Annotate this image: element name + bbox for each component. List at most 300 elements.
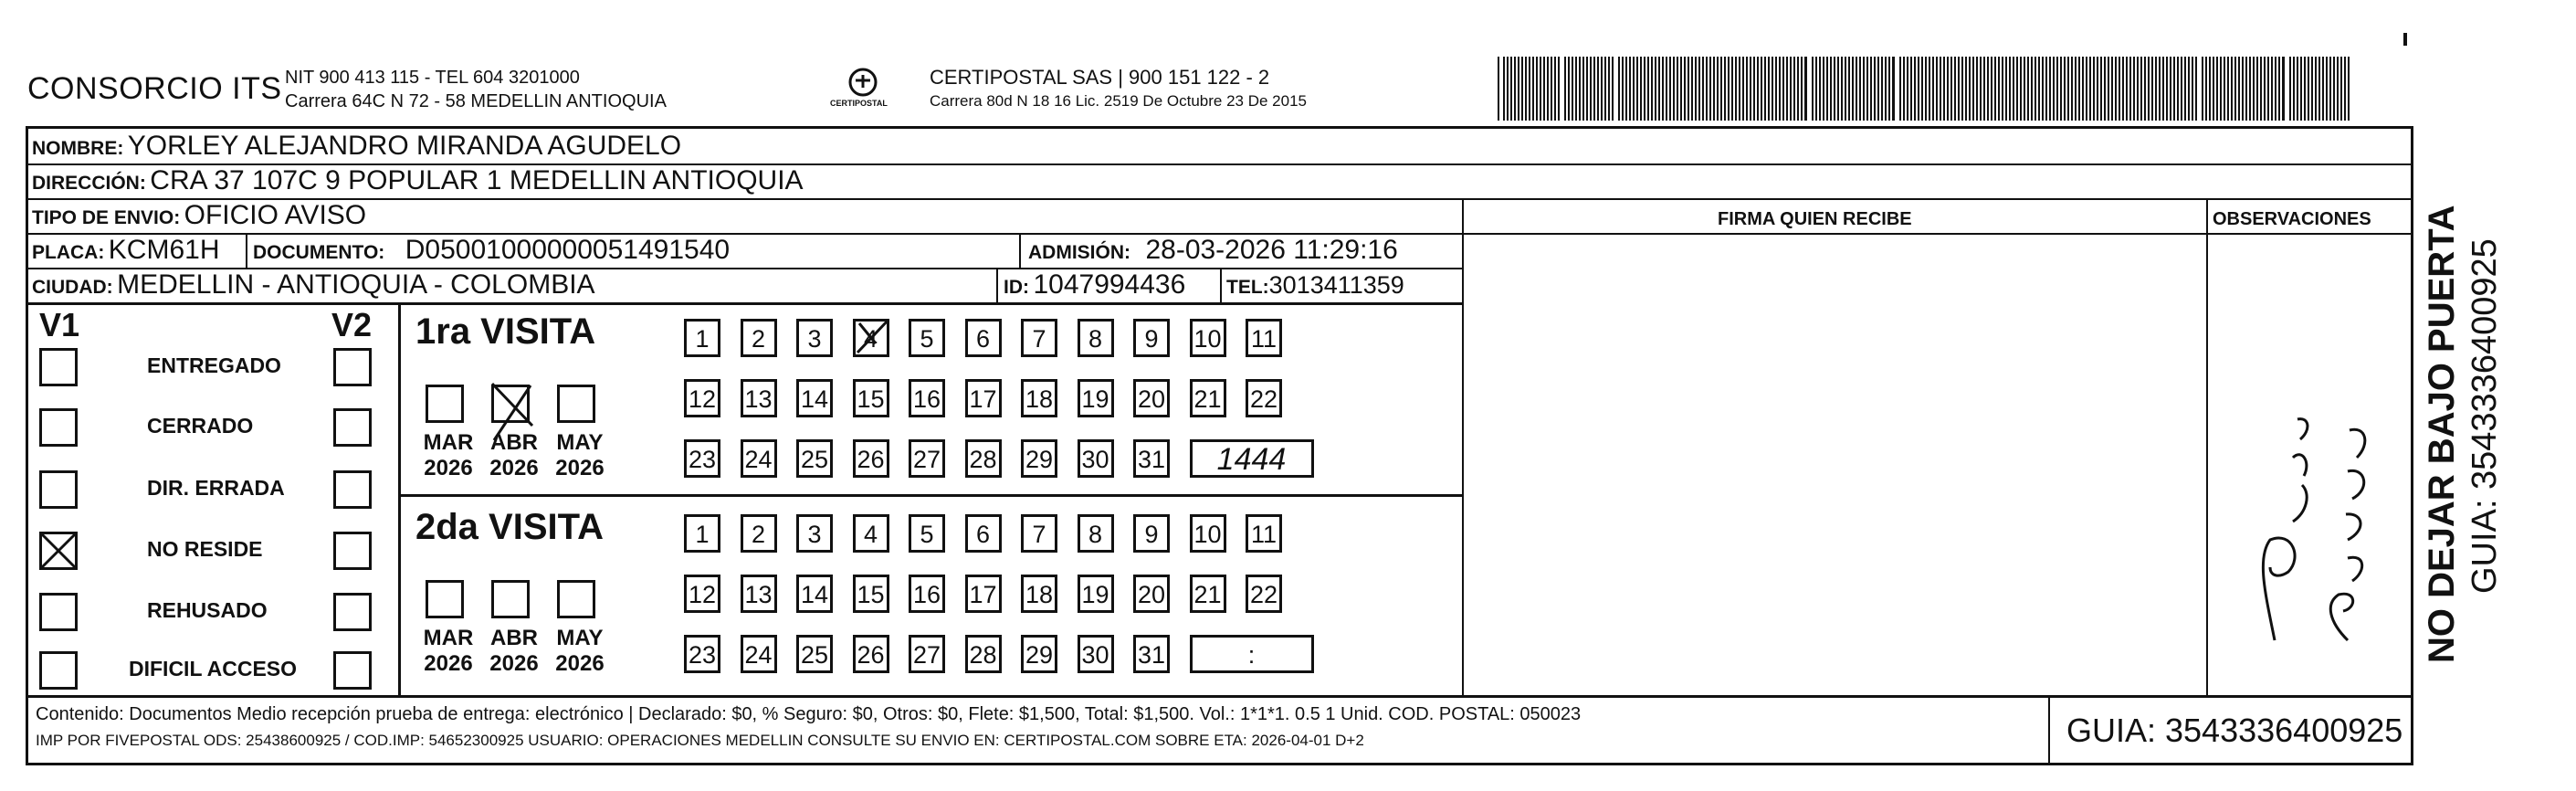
barcode-bar [1921, 57, 1923, 121]
day-box[interactable]: 3 [796, 319, 833, 357]
barcode-bar [2195, 57, 2197, 121]
day-box[interactable]: 25 [796, 635, 833, 673]
barcode-bar [1877, 57, 1879, 121]
direccion-label: DIRECCIÓN: [32, 173, 146, 194]
barcode-bar [1636, 57, 1638, 121]
day-box[interactable]: 11 [1246, 319, 1282, 357]
barcode-bar [2009, 57, 2011, 121]
day-box[interactable]: 29 [1021, 439, 1057, 478]
barcode-bar [1543, 57, 1545, 121]
placa-value: KCM61H [108, 235, 220, 265]
day-box[interactable]: 27 [909, 439, 945, 478]
day-box[interactable]: 7 [1021, 514, 1057, 553]
barcode-bar [1713, 57, 1715, 121]
barcode [1498, 57, 2356, 121]
barcode-bar [1633, 57, 1635, 121]
barcode-bar [1786, 57, 1788, 121]
barcode-bar [1540, 57, 1541, 121]
placa-label: PLACA: [32, 242, 105, 263]
barcode-bar [2060, 57, 2062, 121]
barcode-bar [2260, 57, 2262, 121]
barcode-bar [1564, 57, 1566, 121]
carrier-info [930, 66, 1307, 113]
ciudad-field [32, 269, 595, 301]
admision-field [1028, 235, 1398, 266]
barcode-bar [2264, 57, 2266, 121]
v1-checkbox[interactable] [39, 532, 78, 570]
day-box[interactable]: 26 [853, 635, 889, 673]
v1-checkbox[interactable] [39, 651, 78, 690]
barcode-bar [2119, 57, 2120, 121]
barcode-bar [2115, 57, 2117, 121]
barcode-bar [2111, 57, 2113, 121]
barcode-bar [1801, 57, 1803, 121]
barcode-bar [2245, 57, 2247, 121]
barcode-bar [2329, 57, 2331, 121]
barcode-bar [1717, 57, 1719, 121]
handwritten-observation [2238, 375, 2393, 649]
v2-checkbox[interactable] [333, 651, 372, 690]
footer-content: Contenido: Documentos Medio recepción prueba de entrega: electrónico | Declarado: $0, % Seguro: $0, Otros: $0, Flete: $1,500, Total: $1,500. Vol.: 1*1*1. 0.5 1 Unid. COD. POSTAL: 050023 [36, 704, 1582, 724]
barcode-bar [2038, 57, 2040, 121]
barcode-bar [2318, 57, 2320, 121]
barcode-bar [1547, 57, 1549, 121]
barcode-bar [1658, 57, 1660, 121]
barcode-bar [1731, 57, 1733, 121]
barcode-bar [1684, 57, 1686, 121]
barcode-bar [2177, 57, 2179, 121]
barcode-bar [1969, 57, 1971, 121]
barcode-bar [1965, 57, 1967, 121]
barcode-bar [2242, 57, 2244, 121]
barcode-bar [2137, 57, 2139, 121]
barcode-bar [1793, 57, 1795, 121]
barcode-bar [1558, 57, 1560, 121]
barcode-bar [2100, 57, 2102, 121]
barcode-bar [2020, 57, 2022, 121]
barcode-bar [2097, 57, 2098, 121]
ciudad-label: CIUDAD: [32, 277, 113, 298]
barcode-bar [2275, 57, 2276, 121]
barcode-bar [2082, 57, 2084, 121]
day-box[interactable]: 30 [1078, 635, 1114, 673]
barcode-bar [2293, 57, 2295, 121]
month-year: 2026 [424, 456, 473, 480]
month-year: 2026 [424, 651, 473, 676]
day-box[interactable]: 26 [853, 439, 889, 478]
barcode-bar [2216, 57, 2218, 121]
barcode-bar [1940, 57, 1941, 121]
month-name: MAY [556, 626, 604, 650]
status-label: CERRADO [147, 414, 254, 438]
v2-checkbox[interactable] [333, 348, 372, 386]
v2-checkbox[interactable] [333, 593, 372, 631]
day-box[interactable]: 14 [796, 379, 833, 417]
barcode-bar [2067, 57, 2069, 121]
time-box[interactable]: : [1190, 635, 1314, 673]
barcode-bar [1848, 57, 1850, 121]
barcode-bar [1910, 57, 1912, 121]
day-box[interactable]: 13 [741, 379, 777, 417]
barcode-bar [1852, 57, 1854, 121]
barcode-bar [2089, 57, 2091, 121]
barcode-bar [1954, 57, 1956, 121]
barcode-bar [2071, 57, 2073, 121]
barcode-bar [2282, 57, 2285, 121]
barcode-bar [1673, 57, 1675, 121]
visit-title: 2da VISITA [415, 507, 604, 547]
barcode-bar [1779, 57, 1781, 121]
barcode-bar [2278, 57, 2280, 121]
v1-checkbox[interactable] [39, 470, 78, 509]
barcode-bar [2042, 57, 2044, 121]
barcode-bar [2202, 57, 2203, 121]
company-name: CONSORCIO ITS [27, 71, 282, 106]
day-box[interactable]: 11 [1246, 514, 1282, 553]
ciudad-value: MEDELLIN - ANTIOQUIA - COLOMBIA [117, 269, 595, 300]
day-box[interactable]: 23 [684, 439, 720, 478]
v2-header: V2 [331, 306, 373, 343]
barcode-bar [1918, 57, 1919, 121]
month-checkbox[interactable] [491, 580, 530, 618]
admision-label: ADMISIÓN: [1028, 242, 1130, 263]
day-box[interactable]: 16 [909, 379, 945, 417]
documento-value: D05001000000051491540 [405, 235, 731, 265]
v2-checkbox[interactable] [333, 532, 372, 570]
month-name: MAR [423, 626, 474, 650]
status-label: DIFICIL ACCESO [129, 657, 298, 680]
barcode-bar [1644, 57, 1645, 121]
v1-checkbox[interactable] [39, 348, 78, 386]
day-box[interactable]: 7 [1021, 319, 1057, 357]
barcode-bar [2304, 57, 2306, 121]
day-box[interactable]: 17 [965, 379, 1002, 417]
barcode-bar [2166, 57, 2168, 121]
day-box[interactable]: 22 [1246, 379, 1282, 417]
barcode-bar [2238, 57, 2240, 121]
tel-value: 3013411359 [1268, 271, 1404, 299]
barcode-bar [1647, 57, 1649, 121]
month-name: ABR [490, 626, 538, 650]
barcode-bar [1742, 57, 1744, 121]
barcode-bar [1521, 57, 1523, 121]
day-box[interactable]: 29 [1021, 635, 1057, 673]
barcode-bar [2227, 57, 2229, 121]
day-box[interactable]: 31 [1133, 635, 1170, 673]
day-box[interactable]: 13 [741, 575, 777, 613]
barcode-bar [2129, 57, 2131, 121]
day-box[interactable]: 22 [1246, 575, 1282, 613]
barcode-bar [1830, 57, 1832, 121]
barcode-bar [1841, 57, 1843, 121]
barcode-bar [1568, 57, 1570, 121]
barcode-bar [2170, 57, 2171, 121]
v1-header: V1 [39, 306, 80, 343]
barcode-bar [2140, 57, 2142, 121]
day-box[interactable]: 28 [965, 439, 1002, 478]
tipo-envio-value: OFICIO AVISO [184, 200, 367, 230]
barcode-bar [1899, 57, 1901, 121]
day-box[interactable]: 15 [853, 575, 889, 613]
visit-title: 1ra VISITA [415, 311, 596, 352]
id-label: ID: [1004, 277, 1029, 298]
barcode-bar [2162, 57, 2164, 121]
tipo-envio-label: TIPO DE ENVIO: [32, 207, 181, 228]
delivery-form [26, 126, 2413, 765]
barcode-bar [1870, 57, 1872, 121]
day-box[interactable]: 16 [909, 575, 945, 613]
day-box[interactable]: 20 [1133, 575, 1170, 613]
barcode-bar [2075, 57, 2077, 121]
admision-value: 28-03-2026 11:29:16 [1145, 235, 1398, 265]
documento-field [253, 235, 730, 266]
month-checkbox[interactable] [491, 385, 530, 423]
barcode-bar [1804, 57, 1807, 121]
barcode-bar [1750, 57, 1751, 121]
barcode-bar [2348, 57, 2350, 121]
barcode-bar [2013, 57, 2014, 121]
day-box[interactable]: 20 [1133, 379, 1170, 417]
barcode-bar [1826, 57, 1828, 121]
day-box[interactable]: 8 [1078, 514, 1114, 553]
month-label [416, 626, 480, 677]
day-box[interactable]: 4 [853, 319, 889, 357]
certipostal-logo [830, 64, 890, 117]
barcode-bar [2271, 57, 2273, 121]
footer-print-info: IMP POR FIVEPOSTAL ODS: 25438600925 / COD.IMP: 54652300925 USUARIO: OPERACIONES MEDELLIN CONSULTE SU ENVIO EN: CERTIPOSTAL.COM SOBRE ETA: 2026-04-01 D+2 [36, 732, 1364, 749]
nombre-label: NOMBRE: [32, 138, 124, 159]
barcode-bar [2192, 57, 2193, 121]
day-box[interactable]: 25 [796, 439, 833, 478]
barcode-bar [2049, 57, 2051, 121]
barcode-bar [2209, 57, 2211, 121]
day-box[interactable]: 19 [1078, 575, 1114, 613]
barcode-bar [1498, 57, 1499, 121]
barcode-bar [2213, 57, 2214, 121]
barcode-bar [1706, 57, 1708, 121]
v2-checkbox[interactable] [333, 470, 372, 509]
barcode-bar [1863, 57, 1865, 121]
barcode-bar [1998, 57, 2000, 121]
barcode-bar [2188, 57, 2190, 121]
barcode-bar [2340, 57, 2342, 121]
month-checkbox[interactable] [426, 385, 464, 423]
barcode-bar [2093, 57, 2095, 121]
logo-text: CERTIPOSTAL [830, 99, 888, 108]
day-box[interactable]: 24 [741, 439, 777, 478]
day-box[interactable]: 10 [1190, 514, 1226, 553]
barcode-bar [1709, 57, 1711, 121]
day-box[interactable]: 23 [684, 635, 720, 673]
barcode-bar [2300, 57, 2302, 121]
day-box[interactable]: 9 [1133, 514, 1170, 553]
day-box[interactable]: 18 [1021, 379, 1057, 417]
day-box[interactable]: 18 [1021, 575, 1057, 613]
side-guia: GUIA: 3543336400925 [2466, 238, 2504, 594]
barcode-bar [2322, 57, 2324, 121]
day-box[interactable]: 15 [853, 379, 889, 417]
barcode-bar [2148, 57, 2150, 121]
barcode-bar [2267, 57, 2269, 121]
barcode-bar [1691, 57, 1693, 121]
day-box[interactable]: 2 [741, 319, 777, 357]
barcode-bar [1815, 57, 1817, 121]
day-box[interactable]: 1 [684, 319, 720, 357]
barcode-bar [2159, 57, 2161, 121]
barcode-bar [2108, 57, 2109, 121]
day-box[interactable]: 5 [909, 319, 945, 357]
address-line: Carrera 64C N 72 - 58 MEDELLIN ANTIOQUIA [285, 91, 667, 111]
firma-header: FIRMA QUIEN RECIBE [1718, 209, 1912, 229]
day-box[interactable]: 2 [741, 514, 777, 553]
barcode-bar [1980, 57, 1982, 121]
month-year: 2026 [555, 651, 605, 676]
barcode-bar [2122, 57, 2124, 121]
observaciones-header: OBSERVACIONES [2213, 209, 2371, 229]
day-box[interactable]: 1 [684, 514, 720, 553]
barcode-bar [1518, 57, 1519, 121]
day-box[interactable]: 21 [1190, 575, 1226, 613]
barcode-bar [1612, 57, 1614, 121]
day-box[interactable]: 30 [1078, 439, 1114, 478]
barcode-bar [2086, 57, 2087, 121]
barcode-bar [2234, 57, 2236, 121]
id-value: 1047994436 [1033, 269, 1186, 300]
day-box[interactable]: 19 [1078, 379, 1114, 417]
barcode-bar [1914, 57, 1916, 121]
barcode-bar [1532, 57, 1534, 121]
barcode-bar [1698, 57, 1700, 121]
status-label: DIR. ERRADA [147, 476, 285, 500]
barcode-bar [2220, 57, 2222, 121]
barcode-bar [1593, 57, 1595, 121]
barcode-bar [1604, 57, 1606, 121]
barcode-bar [1720, 57, 1722, 121]
placa-field [32, 235, 219, 266]
barcode-bar [2289, 57, 2291, 121]
barcode-bar [1597, 57, 1599, 121]
barcode-bar [1903, 57, 1905, 121]
barcode-bar [2184, 57, 2186, 121]
day-box[interactable]: 6 [965, 319, 1002, 357]
day-box[interactable]: 28 [965, 635, 1002, 673]
barcode-bar [1881, 57, 1883, 121]
month-year: 2026 [489, 456, 539, 480]
barcode-bar [1688, 57, 1689, 121]
barcode-bar [1958, 57, 1960, 121]
barcode-bar [1680, 57, 1682, 121]
barcode-bar [2155, 57, 2157, 121]
day-box[interactable]: 8 [1078, 319, 1114, 357]
barcode-bar [1514, 57, 1516, 121]
direccion-field [32, 165, 804, 196]
barcode-bar [1601, 57, 1603, 121]
barcode-bar [1834, 57, 1835, 121]
day-box[interactable]: 4 [853, 514, 889, 553]
barcode-bar [1943, 57, 1945, 121]
corner-mark [2403, 33, 2407, 46]
license-line: Carrera 80d N 18 16 Lic. 2519 De Octubre 23 De 2015 [930, 92, 1307, 110]
day-box[interactable]: 9 [1133, 319, 1170, 357]
barcode-bar [1950, 57, 1952, 121]
barcode-bar [1579, 57, 1581, 121]
barcode-bar [1618, 57, 1620, 121]
barcode-bar [1892, 57, 1895, 121]
tel-field [1226, 271, 1404, 300]
month-checkbox[interactable] [426, 580, 464, 618]
barcode-bar [1640, 57, 1642, 121]
barcode-bar [1554, 57, 1556, 121]
month-label [548, 430, 612, 481]
barcode-bar [2133, 57, 2135, 121]
day-box[interactable]: 21 [1190, 379, 1226, 417]
barcode-bar [1746, 57, 1748, 121]
day-box[interactable]: 5 [909, 514, 945, 553]
month-year: 2026 [489, 651, 539, 676]
barcode-bar [1961, 57, 1963, 121]
day-box[interactable]: 3 [796, 514, 833, 553]
day-box[interactable]: 12 [684, 575, 720, 613]
barcode-bar [1590, 57, 1592, 121]
status-label: NO RESIDE [147, 537, 263, 561]
day-box[interactable]: 14 [796, 575, 833, 613]
day-box[interactable]: 12 [684, 379, 720, 417]
barcode-bar [1885, 57, 1887, 121]
tipo-envio-field [32, 200, 366, 231]
month-label [482, 430, 546, 481]
barcode-bar [1728, 57, 1730, 121]
barcode-bar [2308, 57, 2309, 121]
barcode-bar [1677, 57, 1678, 121]
barcode-bar [1753, 57, 1755, 121]
barcode-bar [2231, 57, 2233, 121]
barcode-bar [1837, 57, 1839, 121]
month-checkbox[interactable] [557, 385, 595, 423]
day-box[interactable]: 24 [741, 635, 777, 673]
barcode-bar [1529, 57, 1530, 121]
barcode-bar [1866, 57, 1868, 121]
day-box[interactable]: 27 [909, 635, 945, 673]
month-checkbox[interactable] [557, 580, 595, 618]
month-label [548, 626, 612, 677]
barcode-bar [1510, 57, 1512, 121]
barcode-bar [2181, 57, 2182, 121]
barcode-bar [2045, 57, 2047, 121]
month-name: MAY [556, 430, 604, 455]
time-box[interactable]: 1444 [1190, 439, 1314, 478]
barcode-bar [1608, 57, 1610, 121]
barcode-bar [1929, 57, 1930, 121]
day-box[interactable]: 17 [965, 575, 1002, 613]
barcode-bar [2315, 57, 2317, 121]
v1-checkbox[interactable] [39, 593, 78, 631]
v2-checkbox[interactable] [333, 408, 372, 447]
barcode-bar [1845, 57, 1846, 121]
barcode-bar [1525, 57, 1527, 121]
barcode-bar [1782, 57, 1784, 121]
day-box[interactable]: 10 [1190, 319, 1226, 357]
status-label: ENTREGADO [147, 353, 281, 377]
barcode-bar [1651, 57, 1653, 121]
barcode-bar [2024, 57, 2025, 121]
barcode-bar [1972, 57, 1974, 121]
day-box[interactable]: 6 [965, 514, 1002, 553]
day-box[interactable]: 31 [1133, 439, 1170, 478]
barcode-bar [2016, 57, 2018, 121]
barcode-bar [2333, 57, 2335, 121]
v1-checkbox[interactable] [39, 408, 78, 447]
barcode-bar [1856, 57, 1857, 121]
